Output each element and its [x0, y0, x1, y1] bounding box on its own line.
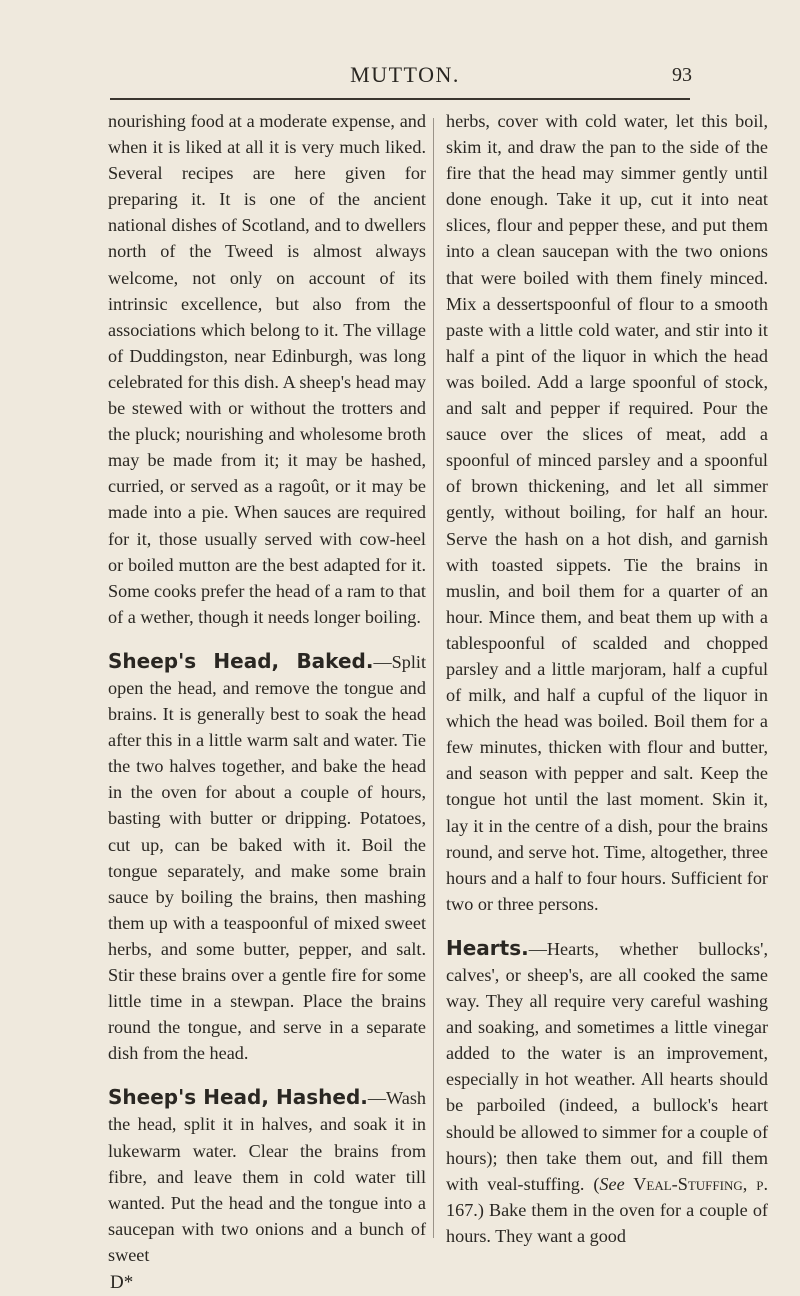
entry-heading: Sheep's Head, Baked.	[108, 648, 374, 673]
page-header	[110, 62, 700, 98]
entry-heading: Hearts.	[446, 935, 529, 960]
cross-reference: Veal-Stuffing, p. 167.)	[446, 1173, 768, 1220]
paragraph-sheeps-head-intro: nourishing food at a moderate expense, and when it is liked at all it is very much liked. Several recipes are here given for preparing it. It is one of the ancient national dishes of Scotland, and to dwellers north of the Tweed is almost always welcome, not only on account of its intrinsic excellence, but also from the associations which belong to it. The village of Duddingston, near Edinburgh, was long celebrated for this dish. A sheep's head may be stewed with or without the trotters and the pluck; nourishing and wholesome broth may be made from it; it may be hashed, curried, or served as a ragoût, or it may be made into a pie. When sauces are required for it, those usually served with cow-heel or boiled mutton are the best adapted for it. Some cooks prefer the head of a ram to that of a wether, though it needs longer boiling.	[108, 111, 426, 627]
see-reference: See	[599, 1173, 625, 1194]
entry-body: —Split open the head, and remove the tongue and brains. It is generally best to soak the head after this in a little warm salt and water. Tie the two halves together, and bake the head in the oven for about a couple of hours, basting with butter or dripping. Potatoes, cut up, can be baked with it. Boil the tongue separately, and make some brain sauce by boiling the brains, then mashing them up with a teaspoonful of mixed sweet herbs, and some butter, pepper, and salt. Stir these brains over a gentle fire for some little time in a stewpan. Place the brains round the tongue, and serve in a separate dish from the head.	[108, 651, 426, 1064]
entry-heading: Sheep's Head, Hashed.	[108, 1085, 368, 1110]
entry-body: —Hearts, whether bullocks', calves', or sheep's, are all cooked the same way. They all require very careful washing and soaking, and sometimes a little vinegar added to the water is an improvement, especially in hot weather. All hearts should be parboiled (indeed, a bullock's heart should be allowed to simmer for a couple of hours); then take them out, and fill them with veal-stuffing. (	[446, 938, 768, 1194]
page-number: 93	[672, 64, 692, 86]
running-title: MUTTON.	[350, 62, 460, 87]
signature-mark: D*	[110, 1272, 134, 1294]
entry-sheeps-head-baked	[108, 648, 426, 1067]
column-divider	[433, 118, 434, 1238]
left-column	[108, 108, 426, 1296]
paragraph-hashed-continued: herbs, cover with cold water, let this boil, skim it, and draw the pan to the side of the fire that the head may simmer gently until done enough. Take it up, cut it into neat slices, flour and pepper these, and put them into a clean saucepan with the two onions that were boiled with them finely minced. Mix a dessertspoonful of flour to a smooth paste with a little cold water, and stir into it half a pint of the liquor in which the head was boiled. Add a large spoonful of stock, and salt and pepper if required. Pour the sauce over the slices of meat, add a spoonful of minced parsley and a spoonful of brown thickening, and let all simmer gently, without boiling, for half an hour. Serve the hash on a hot dish, and garnish with toasted sippets. Tie the brains in muslin, and boil them for a quarter of an hour. Mince them, and beat them up with a tablespoonful of scalded and chopped parsley and a little marjoram, half a cupful of milk, and half a cupful of the liquor in which the head was boiled. Boil them for a few minutes, thicken with flour and butter, and season with pepper and salt. Keep the tongue hot until the last moment. Skin it, lay it in the centre of a dish, pour the brains round, and serve hot. Time, altogether, three hours and a half to four hours. Sufficient for two or three persons.	[446, 111, 768, 914]
entry-body-end: Bake them in the oven for a couple of hours. They want a good	[446, 1199, 768, 1246]
entry-sheeps-head-hashed	[108, 1084, 426, 1268]
entry-body: —Wash the head, split it in halves, and soak it in lukewarm water. Clear the brains from fibre, and leave them in cold water till wanted. Put the head and the tongue into a saucepan with two onions and a bunch of sweet	[108, 1088, 426, 1265]
right-column	[446, 108, 768, 1249]
entry-hearts	[446, 935, 768, 1249]
header-rule	[110, 98, 690, 100]
